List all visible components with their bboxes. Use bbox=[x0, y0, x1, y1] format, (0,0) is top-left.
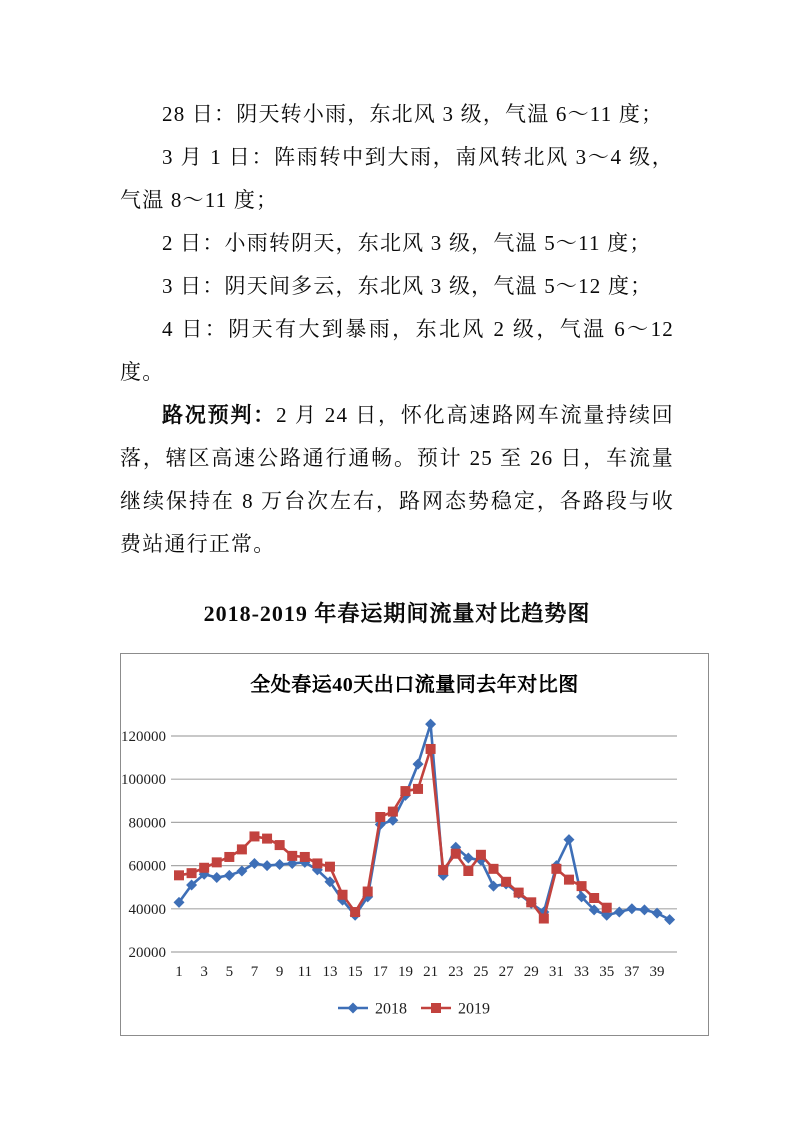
x-axis-tick-label: 19 bbox=[397, 964, 413, 980]
data-point-2019 bbox=[413, 784, 423, 794]
document-text bbox=[120, 93, 674, 566]
data-point-2019 bbox=[350, 907, 360, 917]
data-point-2019 bbox=[589, 893, 599, 903]
x-axis-tick-label: 13 bbox=[322, 964, 338, 980]
data-point-2018 bbox=[224, 870, 235, 881]
data-point-2019 bbox=[262, 834, 272, 844]
diamond-marker-icon bbox=[348, 1003, 359, 1014]
body-paragraph: 3 日：阴天间多云，东北风 3 级，气温 5～12 度； bbox=[162, 274, 653, 298]
y-axis-tick-label: 80000 bbox=[128, 815, 166, 832]
x-axis-tick-label: 1 bbox=[175, 964, 183, 980]
x-axis-tick-label: 37 bbox=[624, 964, 640, 980]
data-point-2019 bbox=[275, 840, 285, 850]
data-point-2019 bbox=[438, 865, 448, 875]
x-axis-tick-label: 5 bbox=[225, 964, 234, 980]
legend-item-2019 bbox=[421, 1001, 490, 1018]
data-point-2019 bbox=[325, 862, 335, 872]
x-axis-tick-label: 21 bbox=[423, 964, 439, 980]
data-point-2019 bbox=[388, 807, 398, 817]
x-axis-tick-label: 31 bbox=[548, 964, 564, 980]
body-paragraph: 2 日：小雨转阴天，东北风 3 级，气温 5～11 度； bbox=[162, 231, 652, 255]
data-point-2019 bbox=[375, 812, 385, 822]
data-point-2019 bbox=[300, 852, 310, 862]
data-point-2019 bbox=[212, 857, 222, 867]
square-marker-icon bbox=[431, 1003, 441, 1013]
x-axis-tick-label: 25 bbox=[473, 964, 489, 980]
body-paragraph: 路况预判：2 月 24 日，怀化高速路网车流量持续回落，辖区高速公路通行通畅。预计 25 至 26 日，车流量继续保持在 8 万台次左右，路网态势稳定，各路段与收费站通行正常。 bbox=[120, 403, 675, 556]
paragraph-lead: 路况预判： bbox=[162, 403, 277, 427]
data-point-2019 bbox=[249, 831, 259, 841]
legend-item-2018 bbox=[338, 1001, 407, 1018]
y-axis-tick-label: 100000 bbox=[121, 772, 166, 789]
data-point-2019 bbox=[451, 849, 461, 859]
chart-plot-area bbox=[121, 654, 708, 1035]
data-point-2019 bbox=[426, 744, 436, 754]
data-point-2018 bbox=[236, 866, 247, 877]
x-axis-tick-label: 11 bbox=[297, 964, 313, 980]
data-point-2019 bbox=[551, 864, 561, 874]
series-line-2019 bbox=[179, 749, 607, 919]
chart-title: 全处春运40天出口流量同去年对比图 bbox=[250, 674, 579, 696]
data-point-2019 bbox=[564, 875, 574, 885]
y-axis-tick-label: 120000 bbox=[121, 729, 166, 745]
x-axis-tick-label: 33 bbox=[574, 964, 590, 980]
data-point-2018 bbox=[425, 719, 436, 730]
data-point-2019 bbox=[187, 868, 197, 878]
x-axis-tick-label: 35 bbox=[599, 964, 615, 980]
legend-label: 2019 bbox=[458, 1000, 490, 1018]
data-point-2019 bbox=[199, 863, 209, 873]
data-point-2019 bbox=[287, 851, 297, 861]
body-paragraph: 28 日：阴天转小雨，东北风 3 级，气温 6～11 度； bbox=[162, 102, 664, 126]
data-point-2019 bbox=[400, 786, 410, 796]
data-point-2019 bbox=[312, 858, 322, 868]
data-point-2019 bbox=[363, 887, 373, 897]
y-axis-tick-label: 60000 bbox=[128, 858, 166, 875]
x-axis-tick-label: 3 bbox=[200, 964, 208, 980]
data-point-2019 bbox=[224, 852, 234, 862]
data-point-2018 bbox=[614, 907, 625, 918]
data-point-2019 bbox=[526, 897, 536, 907]
data-point-2019 bbox=[237, 844, 247, 854]
data-point-2018 bbox=[639, 904, 650, 915]
data-point-2019 bbox=[501, 877, 511, 887]
data-point-2019 bbox=[174, 870, 184, 880]
x-axis-tick-label: 29 bbox=[523, 964, 539, 980]
data-point-2019 bbox=[489, 864, 499, 874]
data-point-2019 bbox=[602, 903, 612, 913]
data-point-2018 bbox=[274, 859, 285, 870]
data-point-2019 bbox=[463, 866, 473, 876]
data-point-2019 bbox=[514, 888, 524, 898]
data-point-2019 bbox=[476, 850, 486, 860]
data-point-2018 bbox=[249, 858, 260, 869]
x-axis-tick-label: 7 bbox=[250, 964, 259, 980]
data-point-2019 bbox=[338, 890, 348, 900]
section-title: 2018-2019 年春运期间流量对比趋势图 bbox=[203, 601, 591, 626]
flow-comparison-chart bbox=[120, 653, 709, 1036]
data-point-2018 bbox=[488, 881, 499, 892]
document-body bbox=[120, 93, 674, 1036]
body-paragraph: 3 月 1 日：阵雨转中到大雨，南风转北风 3～4 级，气温 8～11 度； bbox=[120, 145, 674, 212]
legend-label: 2018 bbox=[375, 1000, 407, 1018]
x-axis-tick-label: 9 bbox=[275, 964, 284, 980]
x-axis-tick-label: 39 bbox=[649, 964, 665, 980]
x-axis-tick-label: 23 bbox=[448, 964, 464, 980]
data-point-2018 bbox=[563, 834, 574, 845]
data-point-2018 bbox=[664, 914, 675, 925]
data-point-2018 bbox=[211, 872, 222, 883]
y-axis-tick-label: 20000 bbox=[128, 945, 166, 961]
body-paragraph: 4 日：阴天有大到暴雨，东北风 2 级，气温 6～12 度。 bbox=[120, 317, 674, 384]
data-point-2019 bbox=[539, 914, 549, 924]
data-point-2018 bbox=[262, 860, 273, 871]
x-axis-tick-label: 15 bbox=[347, 964, 363, 980]
data-point-2018 bbox=[413, 759, 424, 770]
x-axis-tick-label: 27 bbox=[498, 964, 514, 980]
data-point-2018 bbox=[626, 903, 637, 914]
x-axis-tick-label: 17 bbox=[372, 964, 388, 980]
y-axis-tick-label: 40000 bbox=[128, 901, 166, 918]
data-point-2019 bbox=[577, 881, 587, 891]
